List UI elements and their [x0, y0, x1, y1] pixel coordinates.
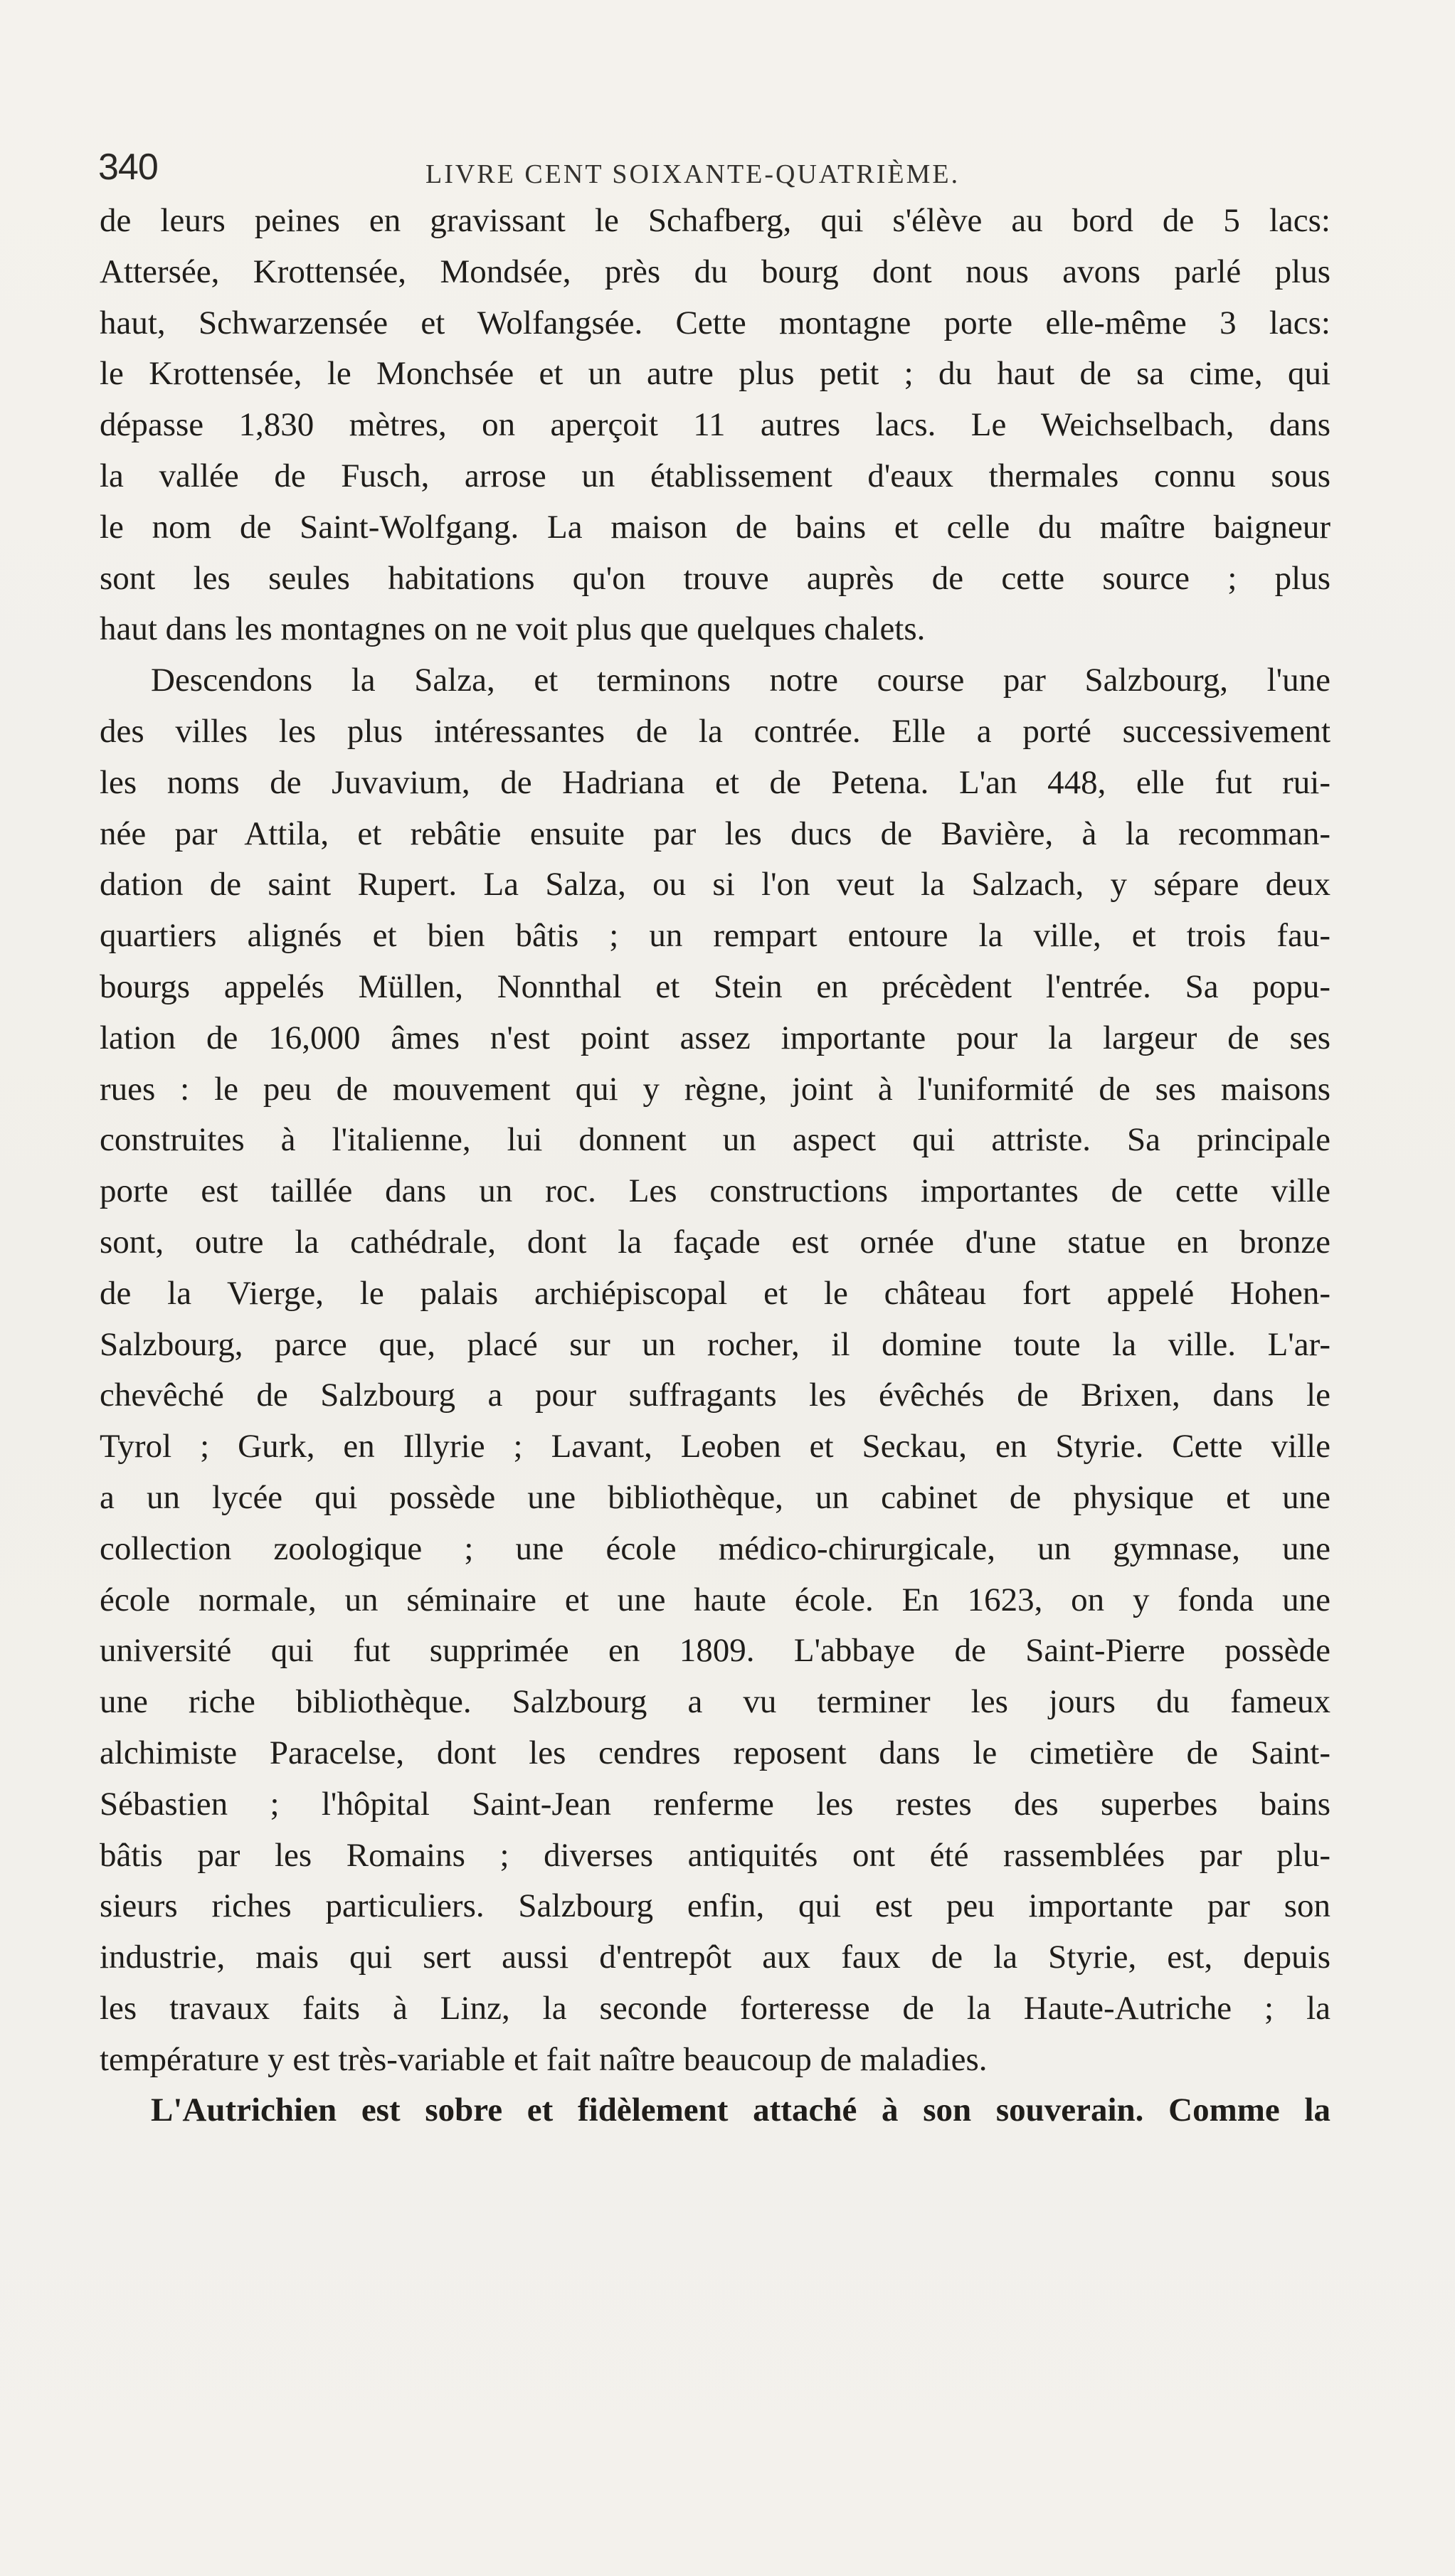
- text-line: école normale, un séminaire et une haute école. En 1623, on y fonda une: [100, 1581, 1330, 1618]
- text-line: le Krottensée, le Monchsée et un autre plus petit ; du haut de sa cime, qui: [100, 355, 1330, 393]
- text-line: industrie, mais qui sert aussi d'entrepôt aux faux de la Styrie, est, depuis: [100, 1939, 1330, 1976]
- text-line: de la Vierge, le palais archiépiscopal et le château fort appelé Hohen-: [100, 1274, 1330, 1312]
- page-number: 340: [98, 147, 158, 188]
- text-line: des villes les plus intéressantes de la contrée. Elle a porté successivement: [100, 712, 1330, 750]
- running-head: LIVRE CENT SOIXANTE-QUATRIÈME.: [425, 159, 961, 189]
- text-line: née par Attila, et rebâtie ensuite par les ducs de Bavière, à la recomman-: [100, 815, 1330, 852]
- text-line: sont les seules habitations qu'on trouve auprès de cette source ; plus: [100, 559, 1330, 597]
- text-line: de leurs peines en gravissant le Schafberg, qui s'élève au bord de 5 lacs:: [100, 202, 1330, 239]
- text-line: L'Autrichien est sobre et fidèlement attaché à son souverain. Comme la: [151, 2092, 1330, 2129]
- text-line: alchimiste Paracelse, dont les cendres reposent dans le cimetière de Saint-: [100, 1734, 1330, 1771]
- page-header: [98, 146, 1358, 203]
- text-line: dation de saint Rupert. La Salza, ou si l'on veut la Salzach, y sépare deux: [100, 866, 1330, 903]
- text-line: dépasse 1,830 mètres, on aperçoit 11 autres lacs. Le Weichselbach, dans: [100, 406, 1330, 444]
- text-line: rues : le peu de mouvement qui y règne, joint à l'uniformité de ses maisons: [100, 1070, 1330, 1108]
- text-line: température y est très-variable et fait naître beaucoup de maladies.: [100, 2040, 988, 2078]
- text-line: sieurs riches particuliers. Salzbourg enfin, qui est peu importante par son: [100, 1887, 1330, 1925]
- text-line: les travaux faits à Linz, la seconde forteresse de la Haute-Autriche ; la: [100, 1989, 1330, 2027]
- text-line: le nom de Saint-Wolfgang. La maison de bains et celle du maître baigneur: [100, 508, 1330, 546]
- text-line: quartiers alignés et bien bâtis ; un rempart entoure la ville, et trois fau-: [100, 917, 1330, 955]
- text-line: Sébastien ; l'hôpital Saint-Jean renferme les restes des superbes bains: [100, 1785, 1330, 1823]
- text-line: lation de 16,000 âmes n'est point assez importante pour la largeur de ses: [100, 1019, 1330, 1056]
- text-line: construites à l'italienne, lui donnent un aspect qui attriste. Sa principale: [100, 1121, 1330, 1159]
- text-line: Descendons la Salza, et terminons notre course par Salzbourg, l'une: [151, 662, 1330, 699]
- text-line: a un lycée qui possède une bibliothèque, un cabinet de physique et une: [100, 1478, 1330, 1516]
- text-line: Tyrol ; Gurk, en Illyrie ; Lavant, Leoben et Seckau, en Styrie. Cette ville: [100, 1428, 1330, 1465]
- text-line: porte est taillée dans un roc. Les constructions importantes de cette ville: [100, 1172, 1330, 1210]
- text-line: bourgs appelés Müllen, Nonnthal et Stein en précèdent l'entrée. Sa popu-: [100, 968, 1330, 1005]
- text-line: Attersée, Krottensée, Mondsée, près du bourg dont nous avons parlé plus: [100, 253, 1330, 290]
- text-line: université qui fut supprimée en 1809. L'abbaye de Saint-Pierre possède: [100, 1632, 1330, 1670]
- text-line: une riche bibliothèque. Salzbourg a vu terminer les jours du fameux: [100, 1683, 1330, 1721]
- text-line: sont, outre la cathédrale, dont la façade est ornée d'une statue en bronze: [100, 1223, 1330, 1261]
- text-line: haut dans les montagnes on ne voit plus que quelques chalets.: [100, 610, 926, 648]
- text-line: les noms de Juvavium, de Hadriana et de Petena. L'an 448, elle fut rui-: [100, 763, 1330, 801]
- text-line: chevêché de Salzbourg a pour suffragants les évêchés de Brixen, dans le: [100, 1377, 1330, 1414]
- text-line: Salzbourg, parce que, placé sur un rocher, il domine toute la ville. L'ar-: [100, 1325, 1330, 1363]
- body-text: [100, 196, 1330, 2136]
- text-line: la vallée de Fusch, arrose un établissement d'eaux thermales connu sous: [100, 457, 1330, 494]
- text-line: haut, Schwarzensée et Wolfangsée. Cette montagne porte elle-même 3 lacs:: [100, 304, 1330, 341]
- text-line: bâtis par les Romains ; diverses antiquités ont été rassemblées par plu-: [100, 1836, 1330, 1874]
- text-line: collection zoologique ; une école médico-chirurgicale, un gymnase, une: [100, 1530, 1330, 1567]
